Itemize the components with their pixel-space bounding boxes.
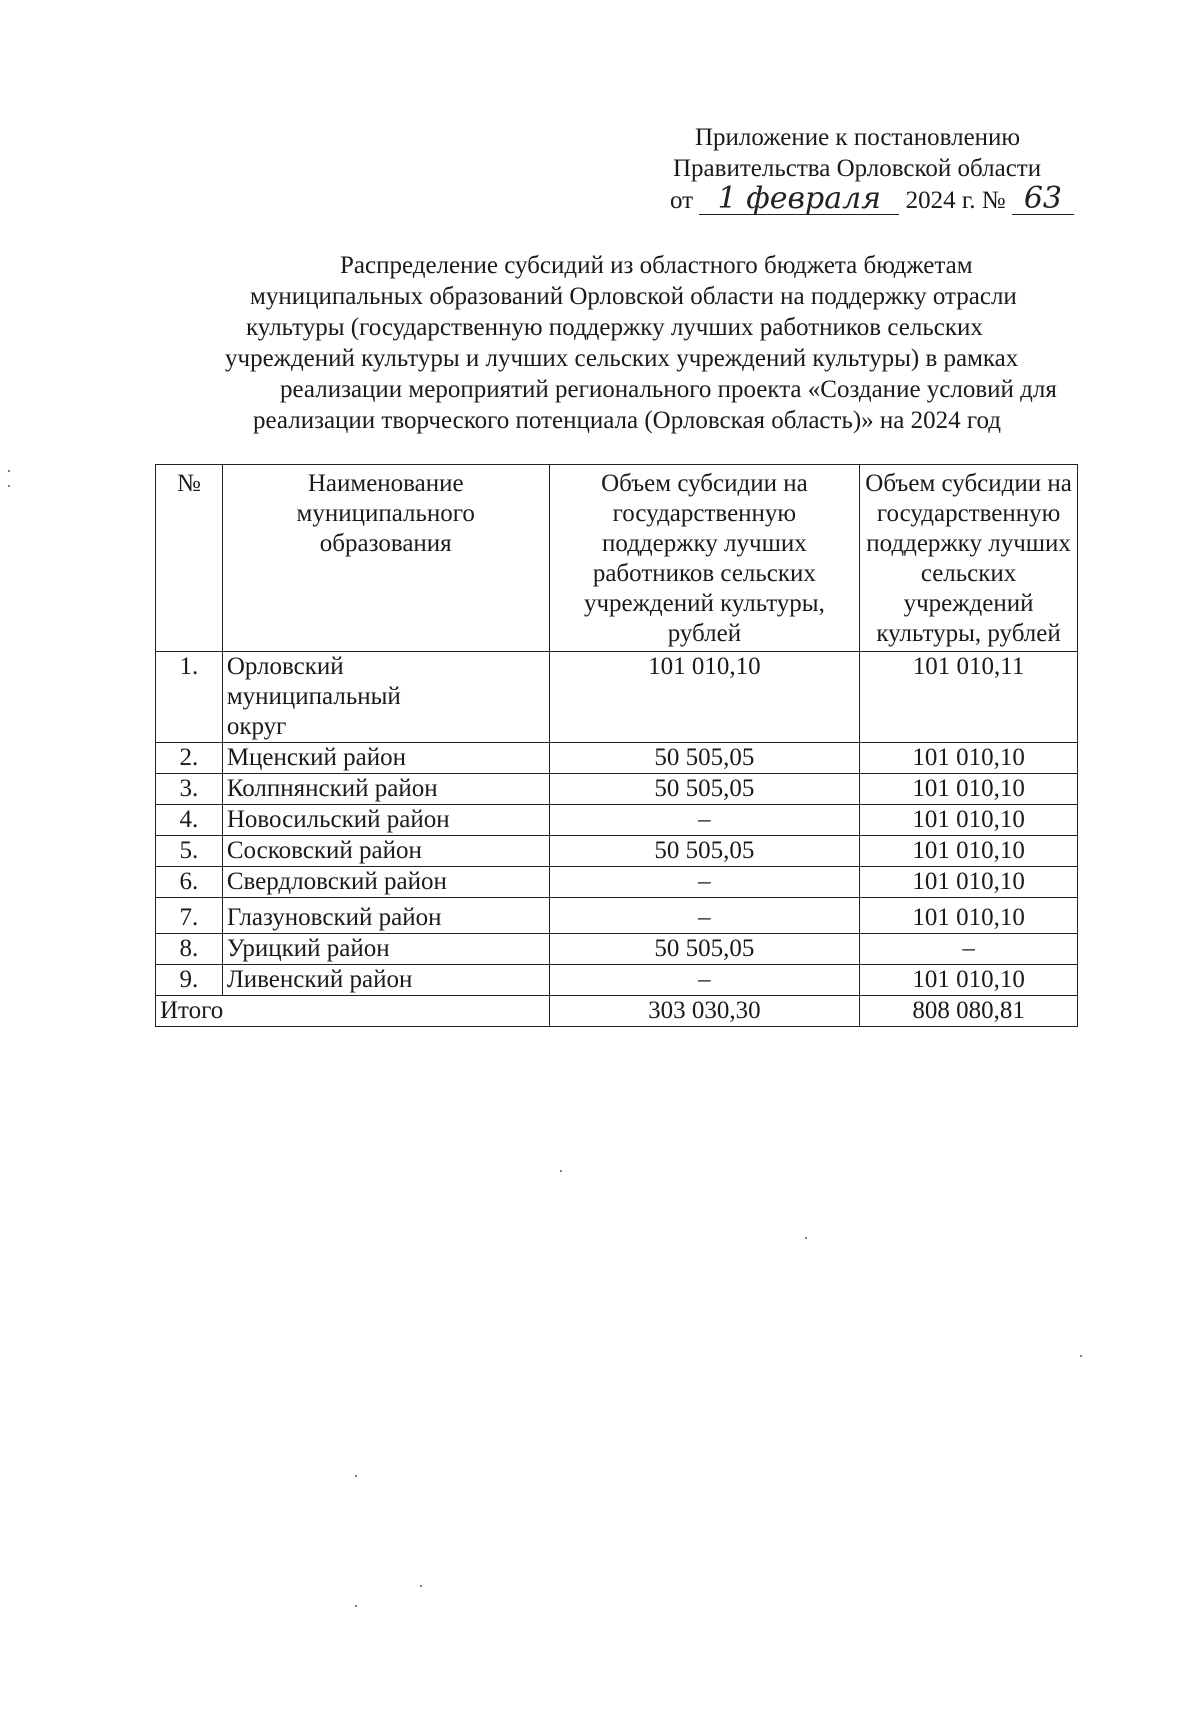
row-workers-subsidy: – <box>549 898 859 934</box>
row-number: 2. <box>156 743 223 774</box>
row-number: 8. <box>156 934 223 965</box>
scan-speck <box>8 470 10 472</box>
table-row <box>156 774 1078 805</box>
row-municipality: Орловский муниципальный округ <box>222 652 549 743</box>
table-row <box>156 743 1078 774</box>
row-number: 6. <box>156 867 223 898</box>
row-workers-subsidy: – <box>549 805 859 836</box>
row-workers-subsidy: 50 505,05 <box>549 836 859 867</box>
header-institutions-subsidy: Объем субсидии на государственную поддержку лучших сельских учреждений культуры, рублей <box>860 465 1078 652</box>
row-municipality: Глазуновский район <box>222 898 549 934</box>
scan-speck <box>8 485 10 487</box>
heading-line: Распределение субсидий из областного бюджета бюджетам <box>340 252 973 279</box>
table-row <box>156 898 1078 934</box>
scan-speck <box>420 1585 422 1587</box>
row-municipality: Мценский район <box>222 743 549 774</box>
total-workers-subsidy: 303 030,30 <box>549 996 859 1027</box>
row-workers-subsidy: – <box>549 965 859 996</box>
table-header-row <box>156 465 1078 652</box>
row-institutions-subsidy: 101 010,10 <box>860 805 1078 836</box>
row-municipality: Колпнянский район <box>222 774 549 805</box>
table-row <box>156 805 1078 836</box>
scan-speck <box>805 1237 807 1239</box>
heading-line: реализации мероприятий регионального проекта «Создание условий для <box>280 376 1057 403</box>
row-number: 4. <box>156 805 223 836</box>
total-label: Итого <box>156 996 550 1027</box>
appendix-line-1: Приложение к постановлению <box>695 124 1021 151</box>
header-workers-subsidy: Объем субсидии на государственную поддержку лучших работников сельских учреждений культуры, рублей <box>549 465 859 652</box>
row-workers-subsidy: 50 505,05 <box>549 934 859 965</box>
handwritten-number: 63 <box>1012 184 1074 215</box>
row-municipality: Сосковский район <box>222 836 549 867</box>
row-number: 9. <box>156 965 223 996</box>
scan-speck <box>355 1475 357 1477</box>
document-heading <box>210 250 1090 436</box>
table-row <box>156 652 1078 743</box>
heading-line: муниципальных образований Орловской области на поддержку отрасли <box>250 283 1017 310</box>
year-number-label: 2024 г. № <box>905 187 1006 214</box>
row-institutions-subsidy: – <box>860 934 1078 965</box>
row-workers-subsidy: 50 505,05 <box>549 743 859 774</box>
table-row <box>156 867 1078 898</box>
heading-line: реализации творческого потенциала (Орловская область)» на 2024 год <box>253 407 1002 434</box>
row-institutions-subsidy: 101 010,11 <box>860 652 1078 743</box>
scan-speck <box>355 1605 357 1607</box>
row-municipality: Свердловский район <box>222 867 549 898</box>
heading-line: учреждений культуры и лучших сельских учреждений культуры) в рамках <box>225 345 1019 372</box>
total-institutions-subsidy: 808 080,81 <box>860 996 1078 1027</box>
heading-line: культуры (государственную поддержку лучших работников сельских <box>246 314 983 341</box>
date-prefix: от <box>670 187 694 214</box>
row-number: 3. <box>156 774 223 805</box>
row-workers-subsidy: – <box>549 867 859 898</box>
row-number: 5. <box>156 836 223 867</box>
row-workers-subsidy: 101 010,10 <box>549 652 859 743</box>
appendix-line-2: Правительства Орловской области <box>673 155 1042 182</box>
row-municipality: Урицкий район <box>222 934 549 965</box>
row-number: 7. <box>156 898 223 934</box>
table-row <box>156 836 1078 867</box>
handwritten-date: 1 февраля <box>699 184 899 215</box>
row-number: 1. <box>156 652 223 743</box>
table-row <box>156 965 1078 996</box>
table-total-row <box>156 996 1078 1027</box>
row-municipality: Ливенский район <box>222 965 549 996</box>
scan-speck <box>1080 1355 1082 1357</box>
row-institutions-subsidy: 101 010,10 <box>860 743 1078 774</box>
header-number: № <box>156 465 223 652</box>
row-municipality: Новосильский район <box>222 805 549 836</box>
appendix-block <box>640 122 1080 216</box>
row-institutions-subsidy: 101 010,10 <box>860 965 1078 996</box>
scan-speck <box>560 1170 562 1172</box>
header-municipality: Наименование муниципального образования <box>222 465 549 652</box>
row-institutions-subsidy: 101 010,10 <box>860 836 1078 867</box>
table-row <box>156 934 1078 965</box>
row-institutions-subsidy: 101 010,10 <box>860 867 1078 898</box>
row-institutions-subsidy: 101 010,10 <box>860 898 1078 934</box>
appendix-date-line <box>640 181 1080 216</box>
row-workers-subsidy: 50 505,05 <box>549 774 859 805</box>
row-institutions-subsidy: 101 010,10 <box>860 774 1078 805</box>
subsidy-table <box>155 464 1078 1027</box>
